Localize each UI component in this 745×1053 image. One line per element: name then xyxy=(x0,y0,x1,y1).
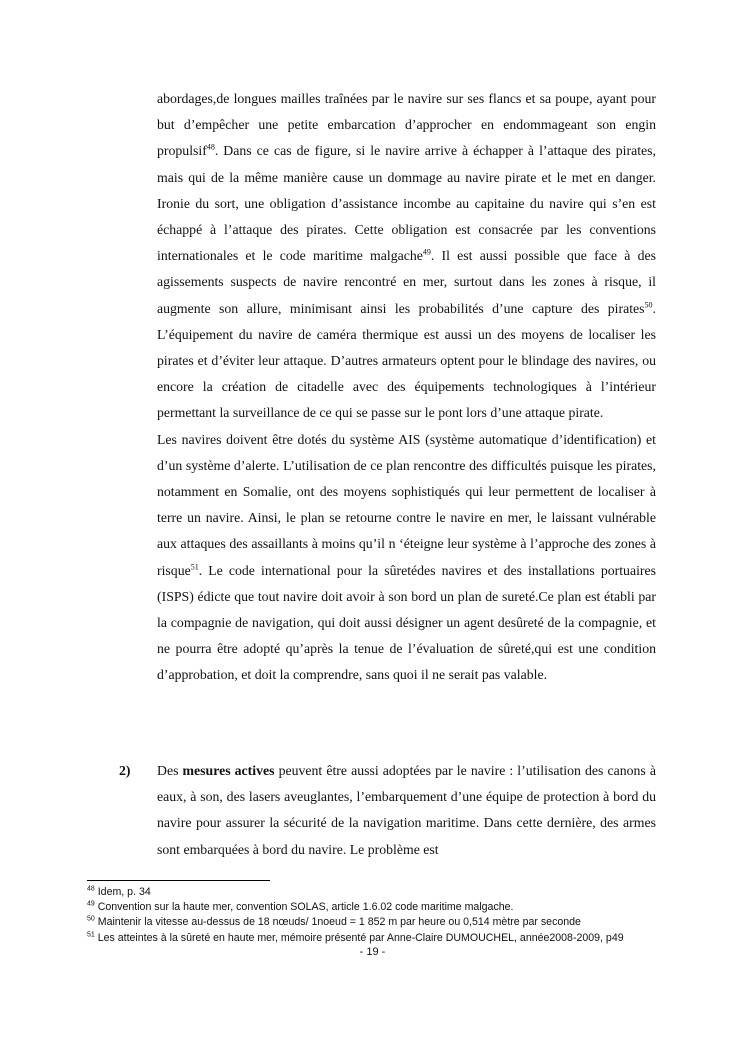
footnote-number: 51 xyxy=(87,931,95,939)
footnote-number: 49 xyxy=(87,900,95,908)
footnote-number: 50 xyxy=(87,915,95,923)
text-run: Les navires doivent être dotés du système AIS (système automatique d’identification) et d’un système d’alerte. L’utilisation de ce plan rencontre des difficultés puisque les pirates, notamment en Somalie, ont des moyens sophistiqués qui leur permettent de localiser à terre un navire. Ainsi, le plan se retourne contre le navire en mer, le laissant vulnérable aux attaques des assaillants à moins qu’il n ‘éteigne leur système à l’approche des zones à risque xyxy=(157,431,656,578)
text-run: Des xyxy=(157,763,183,778)
footnote-ref-51[interactable]: 51 xyxy=(190,562,199,572)
text-run: . Il est aussi possible que face à des agissements suspects de navire rencontré en mer, surtout dans les zones à risque, il augmente son allure, minimisant ainsi les probabilités d’une capture des pirates xyxy=(157,248,656,316)
text-run: . L’équipement du navire de caméra thermique est aussi un des moyens de localiser les pirates et d’éviter leur attaque. D’autres armateurs optent pour le blindage des navires, ou encore la création de citadelle avec des équipements technologiques à l’intérieur permettant la surveillance de ce qui se passe sur le pont lors d’une attaque pirate. xyxy=(157,300,656,421)
page-number: - 19 - xyxy=(359,946,386,958)
text-run: abordages,de longues mailles traînées par le navire sur ses flancs et sa poupe, ayant pour but d’empêcher une petite embarcation d’approcher en endommageant son engin propulsif xyxy=(157,91,656,159)
footnote-text: Convention sur la haute mer, convention SOLAS, article 1.6.02 code maritime malgache. xyxy=(94,901,514,914)
text-run: . Le code international pour la sûretédes navires et des installations portuaires (ISPS) édicte que tout navire doit avoir à son bord un plan de sureté.Ce plan est établi par la compagnie de navigation, qui doit aussi désigner un agent desûreté de la compagnie, et ne pourra être adopté qu’après la tenue de l’évaluation de sûreté,qui est une condition d’approbation, et doit la comprendre, sans quoi il ne serait pas valable. xyxy=(157,562,656,683)
footnote-50 xyxy=(87,915,667,930)
footnote-51 xyxy=(87,931,667,946)
footnote-ref-50[interactable]: 50 xyxy=(644,300,653,310)
text-run: . Dans ce cas de figure, si le navire arrive à échapper à l’attaque des pirates, mais qui de la même manière cause un dommage au navire pirate et le met en danger. Ironie du sort, une obligation d’assistance incombe au capitaine du navire qui s’en est échappé à l’attaque des pirates. Cette obligation est consacrée par les conventions internationales et le code maritime malgache xyxy=(157,143,656,264)
footnote-number: 48 xyxy=(87,885,95,893)
footnote-ref-48[interactable]: 48 xyxy=(206,142,215,152)
footnote-49 xyxy=(87,900,667,915)
body-text xyxy=(157,86,656,689)
list-item-2 xyxy=(119,758,656,863)
paragraph-2 xyxy=(157,427,656,689)
footnote-48 xyxy=(87,885,667,900)
paragraph-1 xyxy=(157,86,656,427)
footnote-ref-49[interactable]: 49 xyxy=(422,247,431,257)
bold-term: mesures actives xyxy=(182,763,275,778)
footnote-text: Les atteintes à la sûreté en haute mer, mémoire présenté par Anne-Claire DUMOUCHEL, année2008-2009, p49 xyxy=(94,931,624,944)
footnotes xyxy=(87,885,667,946)
text-run: peuvent être aussi adoptées par le navire : l’utilisation des canons à eaux, à son, des lasers aveuglantes, l’embarquement d’une équipe de protection à bord du navire pour assurer la sécurité de la navigation maritime. Dans cette dernière, des armes sont embarquées à bord du navire. Le problème est xyxy=(157,763,656,857)
footnote-text: Idem, p. 34 xyxy=(94,886,151,898)
footnote-text: Maintenir la vitesse au-dessus de 18 nœuds/ 1noeud = 1 852 m par heure ou 0,514 mètre par seconde xyxy=(94,916,581,929)
list-number: 2) xyxy=(119,763,131,778)
footnote-separator xyxy=(87,880,270,881)
